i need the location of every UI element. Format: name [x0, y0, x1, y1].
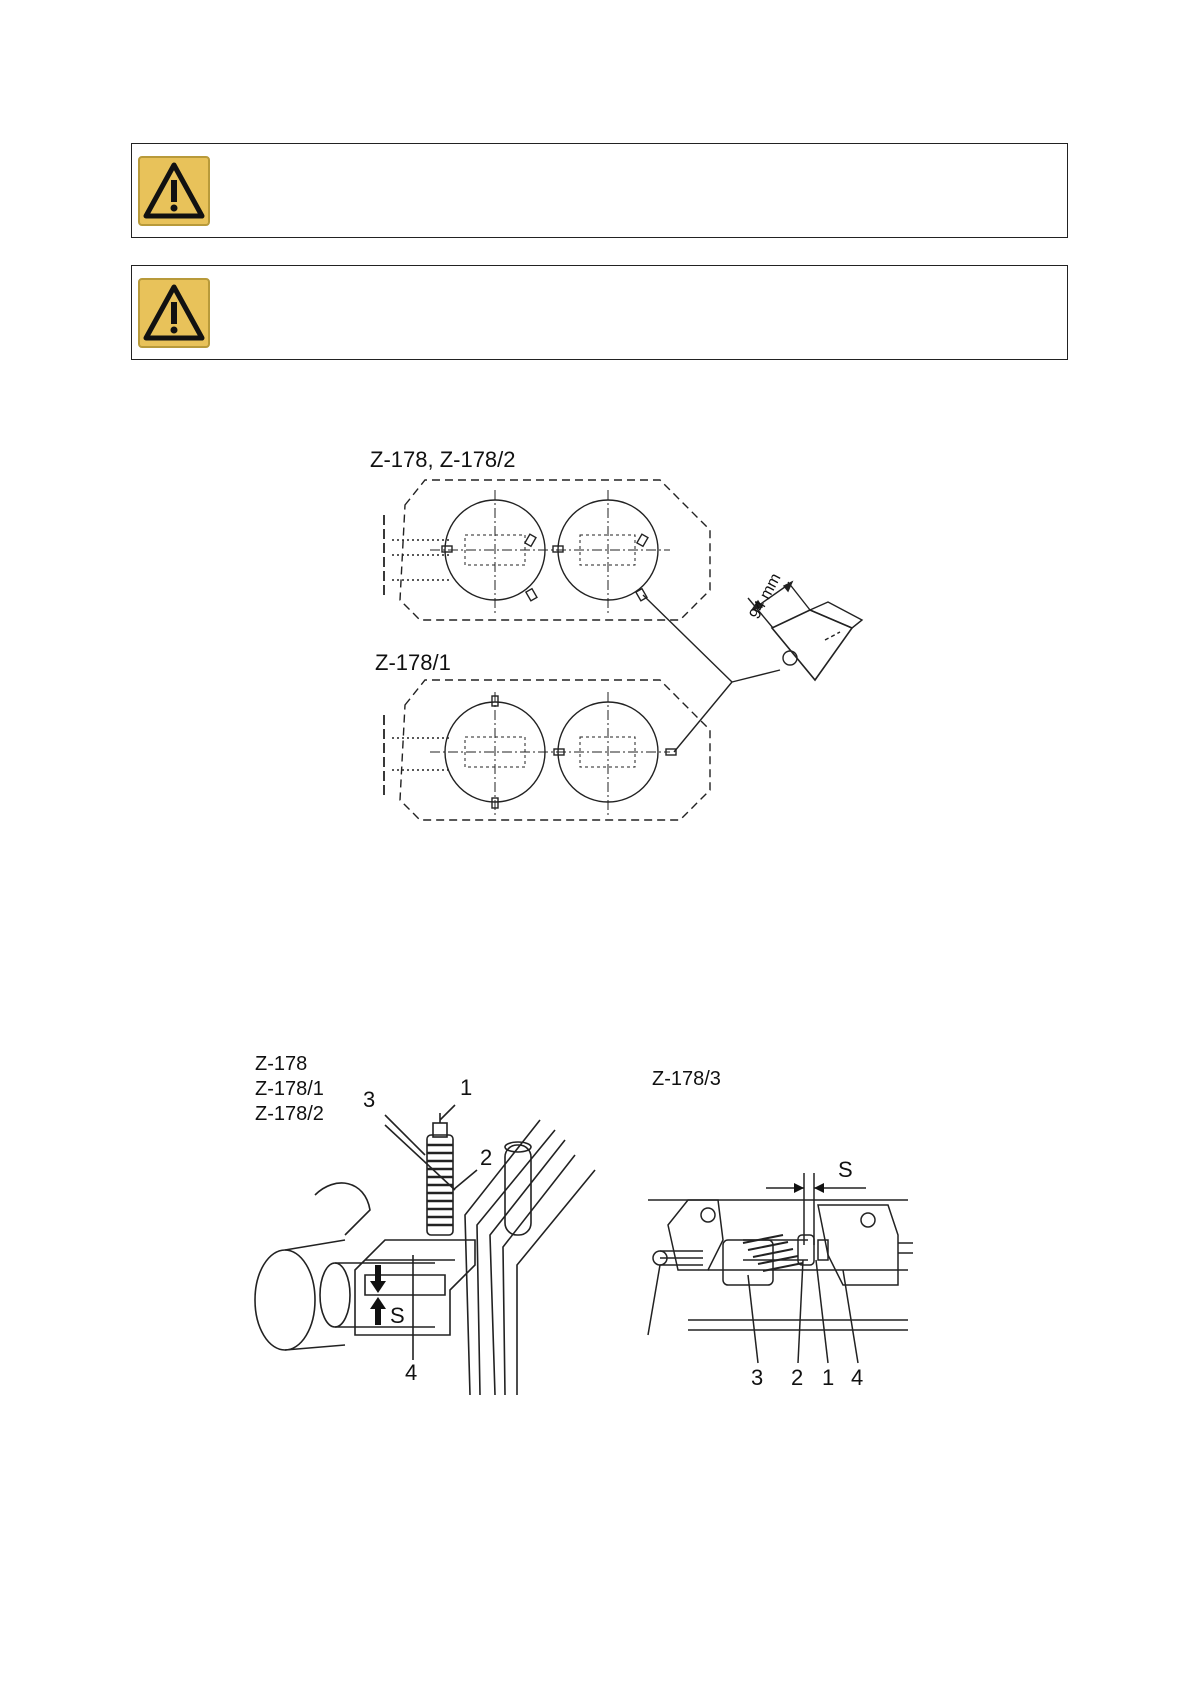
- warning-triangle-icon: [138, 278, 210, 348]
- callout-2-right: 2: [791, 1365, 804, 1390]
- callout-2-left: 2: [480, 1145, 493, 1170]
- model-label-2: Z-178/1: [255, 1078, 324, 1100]
- callout-4-left: 4: [405, 1360, 418, 1385]
- gap-label-right: S: [838, 1157, 853, 1182]
- callout-1-right: 1: [822, 1365, 835, 1390]
- warning-triangle-icon: [138, 156, 210, 226]
- callout-3-left: 3: [363, 1087, 376, 1112]
- model-label-1: Z-178: [255, 1053, 308, 1075]
- warning-box-1: [131, 143, 1068, 238]
- model-label-right: Z-178/3: [652, 1068, 721, 1090]
- group1-label: Z-178, Z-178/2: [370, 447, 516, 472]
- warning-box-2: [131, 265, 1068, 360]
- callout-3-right: 3: [751, 1365, 764, 1390]
- model-label-3: Z-178/2: [255, 1103, 324, 1125]
- callout-4-right: 4: [851, 1365, 864, 1390]
- spring-adjustment-figure-left: [255, 1053, 615, 1395]
- dimension-label: 94 mm: [746, 570, 785, 622]
- gap-label-left: S: [390, 1303, 405, 1328]
- group2-label: Z-178/1: [375, 650, 451, 675]
- disc-screw-position-figure: [370, 447, 870, 860]
- callout-1-left: 1: [460, 1075, 473, 1100]
- spring-adjustment-figure-right: [648, 1068, 918, 1395]
